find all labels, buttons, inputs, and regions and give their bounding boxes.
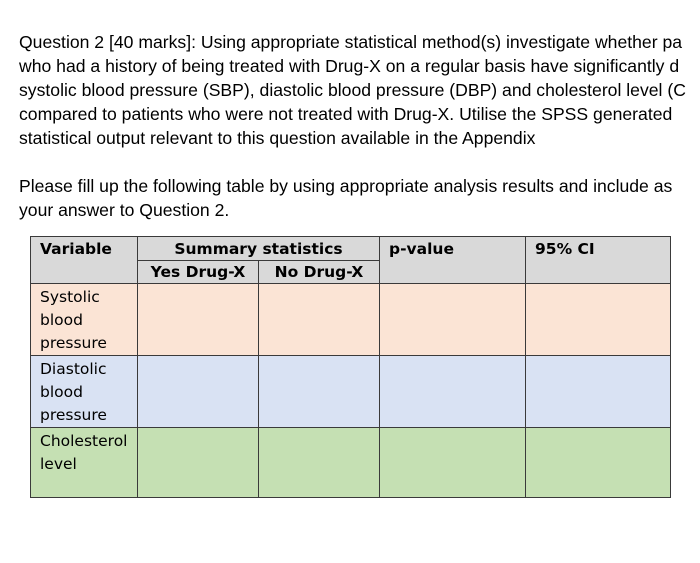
sbp-ci-cell[interactable] — [526, 284, 671, 356]
row-label-line: Cholesterol — [40, 432, 128, 450]
dbp-no-drug-cell[interactable] — [259, 356, 380, 428]
row-label-line: Systolic — [40, 288, 100, 306]
row-label-line: blood — [40, 383, 83, 401]
cholesterol-ci-cell[interactable] — [526, 428, 671, 498]
sbp-no-drug-cell[interactable] — [259, 284, 380, 356]
dbp-p-value-cell[interactable] — [380, 356, 526, 428]
instruction-line: your answer to Question 2. — [19, 200, 230, 220]
row-label-cell — [31, 428, 138, 498]
cholesterol-yes-drug-cell[interactable] — [138, 428, 259, 498]
yes-drug-header-cell — [138, 261, 259, 284]
question-line: compared to patients who were not treated with Drug-X. Utilise the SPSS generated — [19, 104, 673, 124]
sbp-yes-drug-cell[interactable] — [138, 284, 259, 356]
table-row-dbp — [31, 356, 671, 428]
cholesterol-no-drug-cell[interactable] — [259, 428, 380, 498]
table-row-cholesterol — [31, 428, 671, 498]
row-label-line: pressure — [40, 334, 107, 352]
row-label-line: Diastolic — [40, 360, 107, 378]
variable-header-cell — [31, 237, 138, 284]
dbp-yes-drug-cell[interactable] — [138, 356, 259, 428]
ci-header: 95% CI — [535, 240, 595, 258]
row-label-dbp — [31, 356, 137, 427]
p-value-header: p-value — [389, 240, 454, 258]
header-row — [31, 237, 671, 261]
question-line: systolic blood pressure (SBP), diastolic blood pressure (DBP) and cholesterol level (C — [19, 80, 686, 100]
question-line: Question 2 [40 marks]: Using appropriate statistical method(s) investigate whether pa — [19, 32, 683, 52]
p-value-header-cell — [380, 237, 526, 284]
table-row-sbp — [31, 284, 671, 356]
summary-statistics-header: Summary statistics — [174, 240, 343, 258]
variable-header: Variable — [40, 240, 112, 258]
yes-drug-header: Yes Drug-X — [150, 263, 246, 281]
row-label-line: pressure — [40, 406, 107, 424]
row-label-cholesterol — [31, 428, 137, 476]
row-label-cell — [31, 356, 138, 428]
question-paragraph — [19, 30, 686, 150]
summary-header-cell — [138, 237, 380, 261]
cholesterol-p-value-cell[interactable] — [380, 428, 526, 498]
question-line: who had a history of being treated with Drug-X on a regular basis have significantly d — [19, 56, 680, 76]
ci-header-cell — [526, 237, 671, 284]
row-label-sbp — [31, 284, 137, 355]
row-label-cell — [31, 284, 138, 356]
instruction-paragraph — [19, 174, 672, 222]
question-line: statistical output relevant to this question available in the Appendix — [19, 128, 536, 148]
sbp-p-value-cell[interactable] — [380, 284, 526, 356]
no-drug-header: No Drug-X — [274, 263, 364, 281]
instruction-line: Please fill up the following table by using appropriate analysis results and include as — [19, 176, 673, 196]
dbp-ci-cell[interactable] — [526, 356, 671, 428]
row-label-line: level — [40, 455, 77, 473]
answer-table — [30, 236, 671, 498]
row-label-line: blood — [40, 311, 83, 329]
no-drug-header-cell — [259, 261, 380, 284]
